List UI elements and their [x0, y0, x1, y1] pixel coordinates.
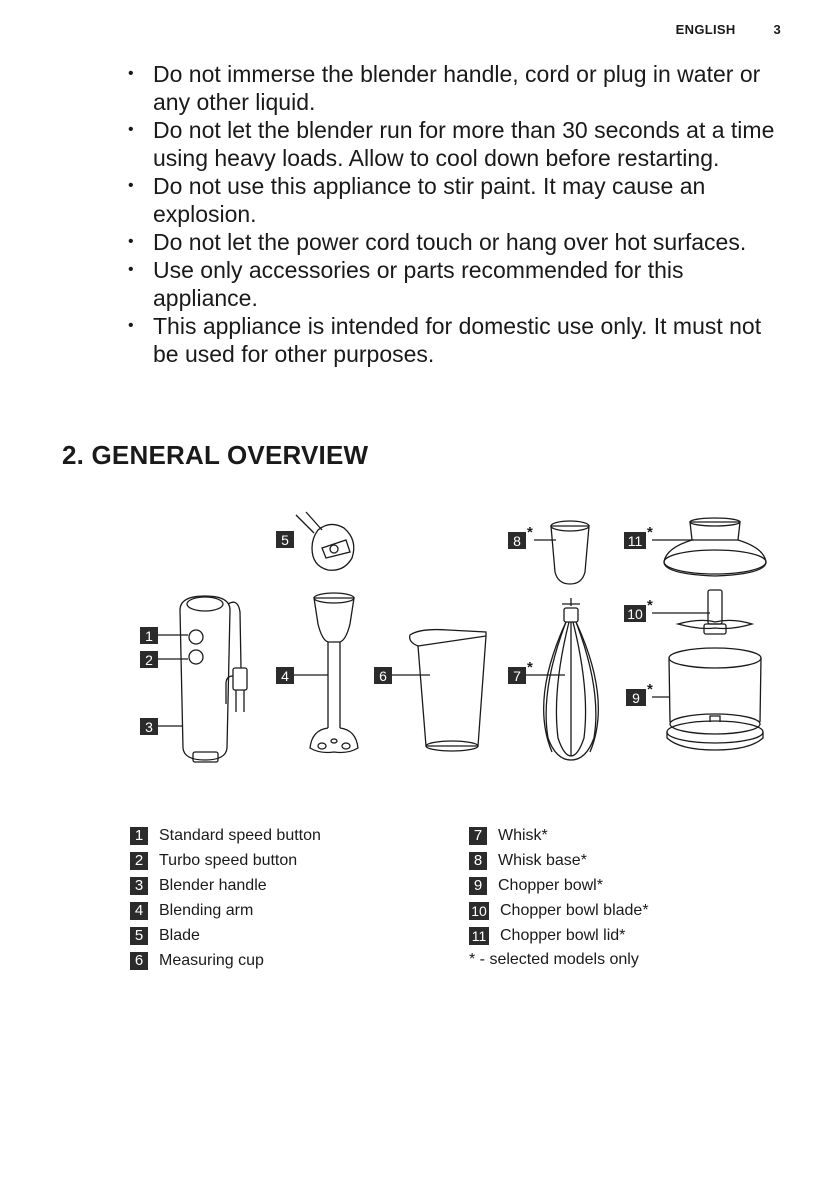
blade-illustration	[296, 512, 354, 570]
legend-item	[469, 923, 649, 948]
blender-handle-illustration	[180, 596, 247, 762]
legend-item	[469, 873, 649, 898]
legend-item	[130, 948, 321, 973]
page-header	[676, 22, 781, 37]
legend-label: Chopper bowl blade*	[500, 901, 649, 919]
page-number: 3	[773, 22, 781, 37]
legend-label: Whisk base*	[498, 851, 587, 869]
chopper-lid-illustration	[664, 518, 766, 576]
svg-text:3: 3	[145, 719, 153, 735]
svg-text:10: 10	[627, 606, 643, 622]
legend-label: Chopper bowl*	[498, 876, 603, 894]
safety-bullet-list	[128, 60, 788, 368]
tag-5	[276, 531, 294, 548]
svg-text:9: 9	[632, 690, 640, 706]
legend-label: Blender handle	[159, 876, 267, 894]
legend-number: 6	[130, 952, 148, 970]
svg-text:11: 11	[627, 533, 643, 549]
whisk-illustration	[544, 598, 599, 760]
tag-1	[140, 627, 158, 644]
bullet-item: • Do not immerse the blender handle, cord or plug in water or any other liquid.	[128, 60, 788, 116]
svg-text:2: 2	[145, 652, 153, 668]
legend-number: 9	[469, 877, 487, 895]
svg-text:*: *	[527, 659, 533, 676]
tag-10	[624, 597, 653, 622]
legend-number: 10	[469, 902, 489, 920]
legend-number: 3	[130, 877, 148, 895]
bullet-item: • This appliance is intended for domestic use only. It must not be used for other purposes.	[128, 312, 788, 368]
measuring-cup-illustration	[410, 630, 486, 751]
language-label: ENGLISH	[675, 22, 736, 37]
tag-6	[374, 667, 392, 684]
svg-text:*: *	[647, 597, 653, 614]
svg-text:6: 6	[379, 668, 387, 684]
legend-item	[130, 848, 321, 873]
section-title: 2. GENERAL OVERVIEW	[62, 440, 369, 470]
tag-4	[276, 667, 294, 684]
legend-number: 11	[469, 927, 489, 945]
bullet-item: • Use only accessories or parts recommended for this appliance.	[128, 256, 788, 312]
legend-number: 8	[469, 852, 487, 870]
tag-7	[508, 659, 533, 684]
legend-number: 4	[130, 902, 148, 920]
legend-label: Turbo speed button	[159, 851, 298, 869]
legend-label: Measuring cup	[159, 951, 264, 969]
svg-text:7: 7	[513, 668, 521, 684]
svg-text:8: 8	[513, 533, 521, 549]
tag-11	[624, 524, 653, 549]
legend-label: Chopper bowl lid*	[500, 926, 626, 944]
svg-text:5: 5	[281, 532, 289, 548]
legend-number: 5	[130, 927, 148, 945]
legend-item	[469, 823, 649, 848]
tag-9	[626, 681, 653, 706]
legend-left	[130, 823, 321, 973]
chopper-bowl-illustration	[667, 648, 763, 750]
legend-item	[469, 898, 649, 923]
legend-label: Blade	[159, 926, 200, 944]
legend-item	[130, 823, 321, 848]
svg-text:1: 1	[145, 628, 153, 644]
bullet-item: • Do not let the power cord touch or hang over hot surfaces.	[128, 228, 788, 256]
legend-item	[130, 898, 321, 923]
svg-text:*: *	[647, 524, 653, 541]
legend-number: 1	[130, 827, 148, 845]
legend-item	[469, 848, 649, 873]
tag-2	[140, 651, 158, 668]
legend-number: 2	[130, 852, 148, 870]
tag-3	[140, 718, 158, 735]
whisk-base-illustration	[551, 521, 589, 584]
blending-arm-illustration	[310, 593, 358, 753]
svg-text:*: *	[647, 681, 653, 698]
legend-number: 7	[469, 827, 487, 845]
legend-label: Blending arm	[159, 901, 254, 919]
product-overview-figure	[0, 490, 839, 790]
legend-item	[130, 923, 321, 948]
legend-item	[130, 873, 321, 898]
tag-8	[508, 524, 533, 549]
svg-text:*: *	[527, 524, 533, 541]
legend-right	[469, 823, 649, 972]
chopper-blade-illustration	[678, 590, 752, 634]
bullet-item: • Do not let the blender run for more than 30 seconds at a time using heavy loads. Allow to cool down before restarting.	[128, 116, 788, 172]
bullet-item: • Do not use this appliance to stir paint. It may cause an explosion.	[128, 172, 788, 228]
legend-footnote: * - selected models only	[469, 951, 639, 968]
svg-text:4: 4	[281, 668, 289, 684]
legend-label: Whisk*	[498, 826, 548, 844]
legend-label: Standard speed button	[159, 826, 321, 844]
